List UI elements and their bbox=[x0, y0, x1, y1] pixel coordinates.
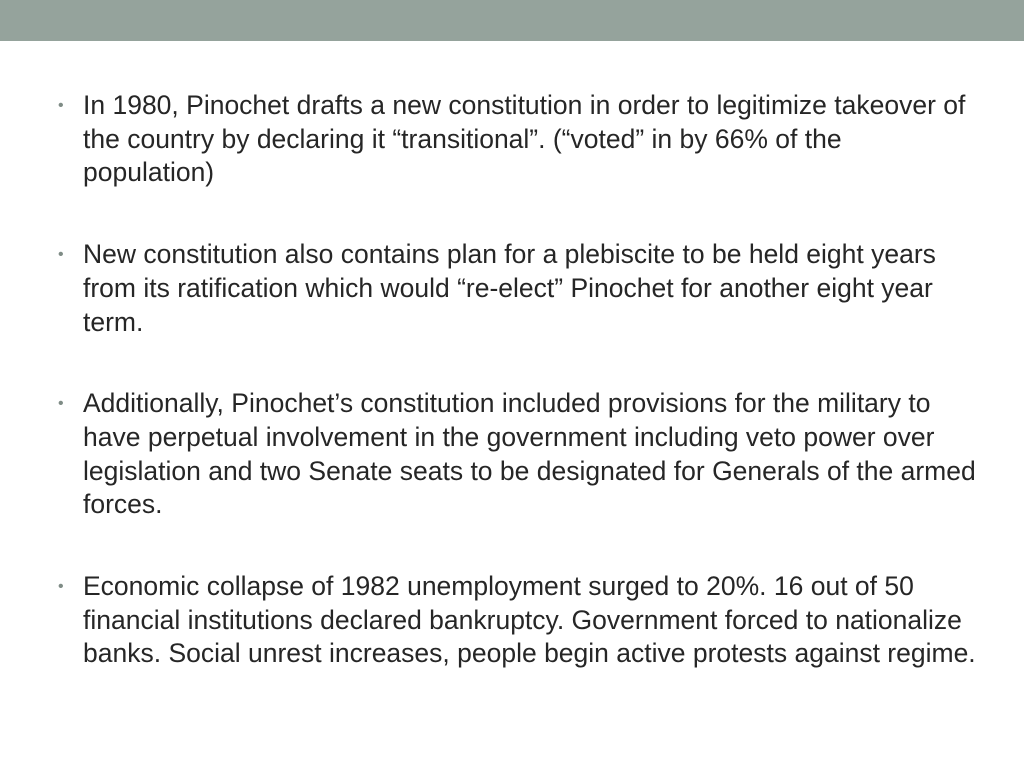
bullet-item bbox=[58, 387, 978, 522]
bullet-marker: • bbox=[58, 246, 64, 264]
bullet-list bbox=[58, 89, 978, 671]
bullet-text: Economic collapse of 1982 unemployment surged to 20%. 16 out of 50 financial institutions declared bankruptcy. Government forced to nationalize banks. Social unrest increases, people begin active protests against regime. bbox=[83, 571, 976, 669]
bullet-item bbox=[58, 89, 978, 190]
bullet-text: Additionally, Pinochet’s constitution included provisions for the military to have perpetual involvement in the government including veto power over legislation and two Senate seats to be designated for Generals of the armed forces. bbox=[83, 388, 976, 520]
bullet-item bbox=[58, 570, 978, 671]
slide-header-band bbox=[0, 0, 1024, 41]
bullet-marker: • bbox=[58, 395, 64, 413]
bullet-item bbox=[58, 238, 978, 339]
bullet-marker: • bbox=[58, 578, 64, 596]
bullet-text: New constitution also contains plan for a plebiscite to be held eight years from its ratification which would “re-elect” Pinochet for another eight year term. bbox=[83, 239, 936, 337]
bullet-marker: • bbox=[58, 97, 64, 114]
bullet-text: In 1980, Pinochet drafts a new constitution in order to legitimize takeover of the country by declaring it “transitional”. (“voted” in by 66% of the population) bbox=[83, 90, 966, 188]
